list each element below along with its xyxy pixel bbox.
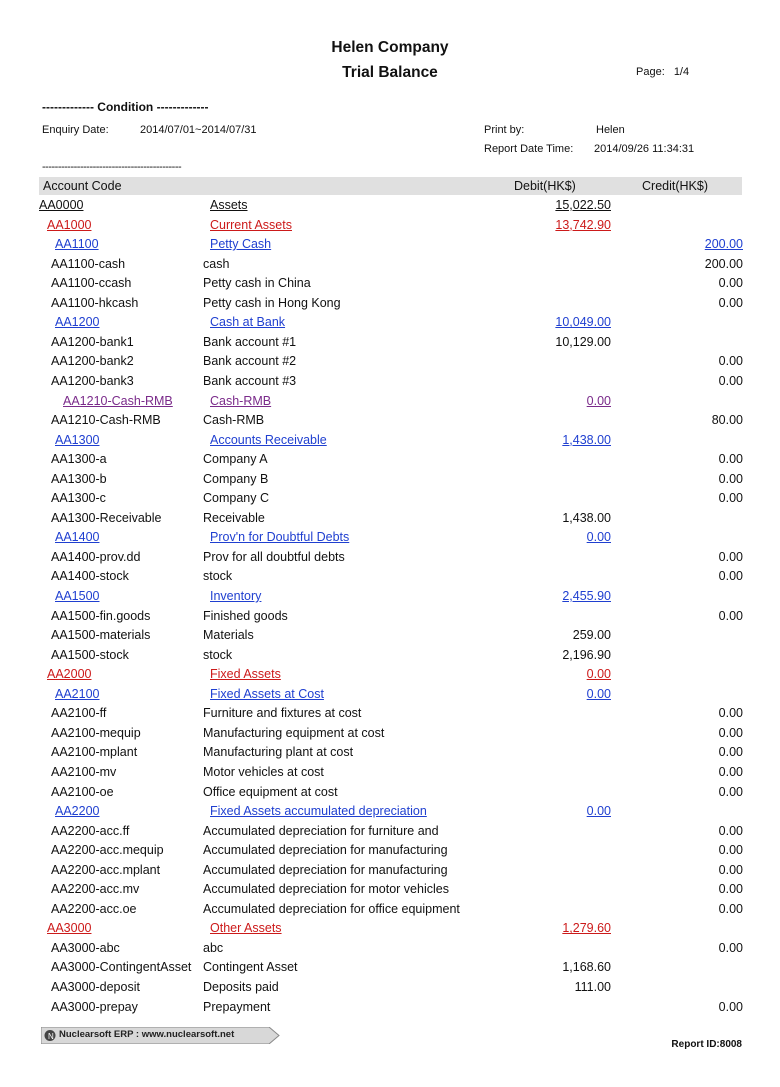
report-date-label: Report Date Time: xyxy=(484,143,574,155)
debit-amount: 0.00 xyxy=(586,530,611,545)
table-row xyxy=(0,452,780,471)
table-row xyxy=(0,394,780,413)
header-account-code: Account Code xyxy=(43,179,122,193)
debit-amount: 1,279.60 xyxy=(562,921,611,936)
account-code: AA1000 xyxy=(47,217,92,232)
account-name: Bank account #2 xyxy=(203,354,297,369)
table-row xyxy=(0,569,780,588)
table-row xyxy=(0,980,780,999)
debit-amount: 259.00 xyxy=(572,628,611,643)
page-label xyxy=(636,66,689,78)
debit-amount: 1,168.60 xyxy=(562,960,611,975)
account-code: AA1100-ccash xyxy=(51,276,132,291)
account-code: AA2200-acc.mequip xyxy=(51,843,164,858)
debit-amount: 15,022.50 xyxy=(555,198,611,212)
account-name: Cash at Bank xyxy=(210,315,286,330)
debit-amount: 10,129.00 xyxy=(555,334,611,349)
table-row xyxy=(0,413,780,432)
credit-amount: 0.00 xyxy=(718,706,743,721)
account-name: Petty cash in Hong Kong xyxy=(203,295,341,310)
account-code: AA1300 xyxy=(55,432,100,447)
debit-amount: 0.00 xyxy=(586,686,611,701)
table-row xyxy=(0,374,780,393)
account-code: AA2200-acc.mplant xyxy=(51,862,161,877)
account-name: Bank account #3 xyxy=(203,373,297,388)
table-row xyxy=(0,706,780,725)
account-name: Company B xyxy=(203,471,269,486)
account-code: AA1500-fin.goods xyxy=(51,608,151,623)
account-code: AA3000-prepay xyxy=(51,999,138,1014)
account-name: Deposits paid xyxy=(203,980,279,994)
account-name: Finished goods xyxy=(203,608,288,623)
table-row xyxy=(0,941,780,960)
enquiry-date-label: Enquiry Date: xyxy=(42,124,109,136)
account-code: AA2200-acc.mv xyxy=(51,882,140,897)
account-code: AA3000-ContingentAsset xyxy=(51,960,192,975)
account-name: Fixed Assets at Cost xyxy=(210,686,324,701)
table-row xyxy=(0,726,780,745)
account-code: AA3000-deposit xyxy=(51,980,140,994)
account-name: Fixed Assets xyxy=(210,667,281,682)
credit-amount: 0.00 xyxy=(718,882,743,897)
account-name: Company C xyxy=(203,491,269,506)
table-row xyxy=(0,198,780,217)
account-code: AA1300-c xyxy=(51,491,106,506)
account-code: AA2200 xyxy=(55,804,100,819)
account-name: Company A xyxy=(203,452,268,467)
table-row xyxy=(0,687,780,706)
footer-brand-text: Nuclearsoft ERP : www.nuclearsoft.net xyxy=(59,1029,235,1040)
debit-amount: 2,196.90 xyxy=(562,647,611,662)
credit-amount: 0.00 xyxy=(718,373,743,388)
credit-amount: 0.00 xyxy=(718,725,743,740)
account-name: Office equipment at cost xyxy=(203,784,338,799)
account-code: AA2100 xyxy=(55,686,100,701)
table-row xyxy=(0,1000,780,1019)
credit-amount: 200.00 xyxy=(704,237,743,252)
enquiry-date-value: 2014/07/01~2014/07/31 xyxy=(140,124,257,136)
credit-amount: 0.00 xyxy=(718,764,743,779)
table-row xyxy=(0,589,780,608)
table-row xyxy=(0,863,780,882)
table-row xyxy=(0,765,780,784)
account-code: AA2100-oe xyxy=(51,784,114,799)
account-code: AA2200-acc.oe xyxy=(51,901,137,916)
table-row xyxy=(0,902,780,921)
report-date-value: 2014/09/26 11:34:31 xyxy=(594,143,695,155)
table-row xyxy=(0,667,780,686)
credit-amount: 0.00 xyxy=(718,295,743,310)
table-row xyxy=(0,433,780,452)
credit-amount: 0.00 xyxy=(718,999,743,1014)
account-name: Contingent Asset xyxy=(203,960,298,975)
account-name: Accumulated depreciation for furniture and xyxy=(203,823,439,838)
credit-amount: 0.00 xyxy=(718,569,743,584)
account-name: Manufacturing equipment at cost xyxy=(203,725,385,740)
table-row xyxy=(0,315,780,334)
account-name: Other Assets xyxy=(210,921,282,936)
account-name: abc xyxy=(203,940,224,955)
company-name: Helen Company xyxy=(331,39,449,56)
nuclearsoft-logo xyxy=(41,1027,281,1044)
account-name: Accumulated depreciation for office equipment xyxy=(203,901,460,916)
table-row xyxy=(0,804,780,823)
header-debit: Debit(HK$) xyxy=(514,179,576,193)
account-name: Petty Cash xyxy=(210,237,272,252)
table-row xyxy=(0,257,780,276)
account-name: stock xyxy=(203,569,233,584)
table-row xyxy=(0,276,780,295)
svg-text:N: N xyxy=(48,1032,54,1041)
account-code: AA1500 xyxy=(55,589,100,603)
account-code: AA3000 xyxy=(47,921,92,936)
account-name: Materials xyxy=(203,628,254,643)
account-name: Prov'n for Doubtful Debts xyxy=(210,530,350,545)
account-code: AA1300-b xyxy=(51,471,107,486)
account-name: Furniture and fixtures at cost xyxy=(203,706,362,721)
account-code: AA1400 xyxy=(55,530,100,545)
report-title: Trial Balance xyxy=(342,64,438,81)
account-code: AA2100-mplant xyxy=(51,745,138,760)
credit-amount: 0.00 xyxy=(718,901,743,916)
table-row xyxy=(0,745,780,764)
credit-amount: 0.00 xyxy=(718,823,743,838)
credit-amount: 200.00 xyxy=(704,256,743,271)
credit-amount: 0.00 xyxy=(718,354,743,369)
table-row xyxy=(0,472,780,491)
table-row xyxy=(0,882,780,901)
credit-amount: 0.00 xyxy=(718,940,743,955)
debit-amount: 0.00 xyxy=(586,804,611,819)
debit-amount: 13,742.90 xyxy=(555,217,611,232)
table-row xyxy=(0,609,780,628)
credit-amount: 0.00 xyxy=(718,471,743,486)
table-row xyxy=(0,491,780,510)
account-code: AA1200-bank3 xyxy=(51,373,134,388)
credit-amount: 0.00 xyxy=(718,491,743,506)
account-name: Receivable xyxy=(203,510,265,525)
account-name: Inventory xyxy=(210,589,262,603)
table-row xyxy=(0,824,780,843)
account-code: AA1200 xyxy=(55,315,100,330)
debit-amount: 1,438.00 xyxy=(562,432,611,447)
account-code: AA1200-bank2 xyxy=(51,354,134,369)
page-number: 1/4 xyxy=(673,66,690,78)
credit-amount: 0.00 xyxy=(718,862,743,877)
account-name: Petty cash in China xyxy=(203,276,311,291)
account-code: AA2000 xyxy=(47,667,92,682)
page-label-text: Page: xyxy=(636,66,665,78)
account-name: Prov for all doubtful debts xyxy=(203,549,345,564)
account-name: Accounts Receivable xyxy=(210,432,327,447)
condition-separator: -------------------------------------------- xyxy=(42,161,182,173)
account-code: AA3000-abc xyxy=(51,940,120,955)
table-row xyxy=(0,648,780,667)
account-name: Current Assets xyxy=(210,217,292,232)
account-code: AA1200-bank1 xyxy=(51,334,134,349)
account-name: Accumulated depreciation for manufacturing xyxy=(203,843,448,858)
credit-amount: 0.00 xyxy=(718,276,743,291)
account-name: Accumulated depreciation for motor vehicles xyxy=(203,882,449,897)
table-row xyxy=(0,960,780,979)
table-row xyxy=(0,296,780,315)
debit-amount: 10,049.00 xyxy=(555,315,611,330)
table-row xyxy=(0,237,780,256)
account-name: Prepayment xyxy=(203,999,271,1014)
account-code: AA2200-acc.ff xyxy=(51,823,130,838)
account-code: AA1300-Receivable xyxy=(51,510,162,525)
account-code: AA2100-mequip xyxy=(51,725,141,740)
credit-amount: 80.00 xyxy=(711,413,743,428)
debit-amount: 0.00 xyxy=(586,667,611,682)
print-by-value: Helen xyxy=(596,124,625,136)
table-row xyxy=(0,218,780,237)
account-name: stock xyxy=(203,647,233,662)
account-code: AA1400-stock xyxy=(51,569,129,584)
credit-amount: 0.00 xyxy=(718,452,743,467)
credit-amount: 0.00 xyxy=(718,549,743,564)
credit-amount: 0.00 xyxy=(718,608,743,623)
table-row xyxy=(0,921,780,940)
table-row xyxy=(0,354,780,373)
account-code: AA1500-stock xyxy=(51,647,129,662)
account-code: AA1400-prov.dd xyxy=(51,549,141,564)
header-credit: Credit(HK$) xyxy=(642,179,708,193)
account-code: AA2100-ff xyxy=(51,706,107,721)
account-name: Fixed Assets accumulated depreciation xyxy=(210,804,427,819)
print-by-label: Print by: xyxy=(484,124,525,136)
table-row xyxy=(0,335,780,354)
debit-amount: 1,438.00 xyxy=(562,510,611,525)
condition-heading: ------------- Condition ------------- xyxy=(42,100,209,114)
account-name: cash xyxy=(203,256,230,271)
account-code: AA1500-materials xyxy=(51,628,151,643)
account-code: AA1100-cash xyxy=(51,256,126,271)
account-name: Cash-RMB xyxy=(203,413,265,428)
account-code: AA1210-Cash-RMB xyxy=(51,413,161,428)
account-code: AA1300-a xyxy=(51,452,107,467)
debit-amount: 111.00 xyxy=(574,980,611,994)
table-row xyxy=(0,628,780,647)
credit-amount: 0.00 xyxy=(718,745,743,760)
table-row xyxy=(0,530,780,549)
column-header-bar xyxy=(39,177,742,195)
account-name: Assets xyxy=(210,198,248,212)
debit-amount: 0.00 xyxy=(586,393,611,408)
table-row xyxy=(0,843,780,862)
account-name: Manufacturing plant at cost xyxy=(203,745,354,760)
account-name: Bank account #1 xyxy=(203,334,297,349)
account-code: AA1100-hkcash xyxy=(51,295,139,310)
debit-amount: 2,455.90 xyxy=(562,589,611,603)
account-name: Cash-RMB xyxy=(210,393,272,408)
credit-amount: 0.00 xyxy=(718,843,743,858)
account-name: Accumulated depreciation for manufacturing xyxy=(203,862,448,877)
account-code: AA2100-mv xyxy=(51,764,117,779)
credit-amount: 0.00 xyxy=(718,784,743,799)
account-name: Motor vehicles at cost xyxy=(203,764,324,779)
account-code: AA0000 xyxy=(39,198,84,212)
report-id: Report ID:8008 xyxy=(671,1039,742,1050)
account-code: AA1100 xyxy=(55,237,99,252)
account-code: AA1210-Cash-RMB xyxy=(63,393,173,408)
table-row xyxy=(0,550,780,569)
table-row xyxy=(0,785,780,804)
table-row xyxy=(0,511,780,530)
